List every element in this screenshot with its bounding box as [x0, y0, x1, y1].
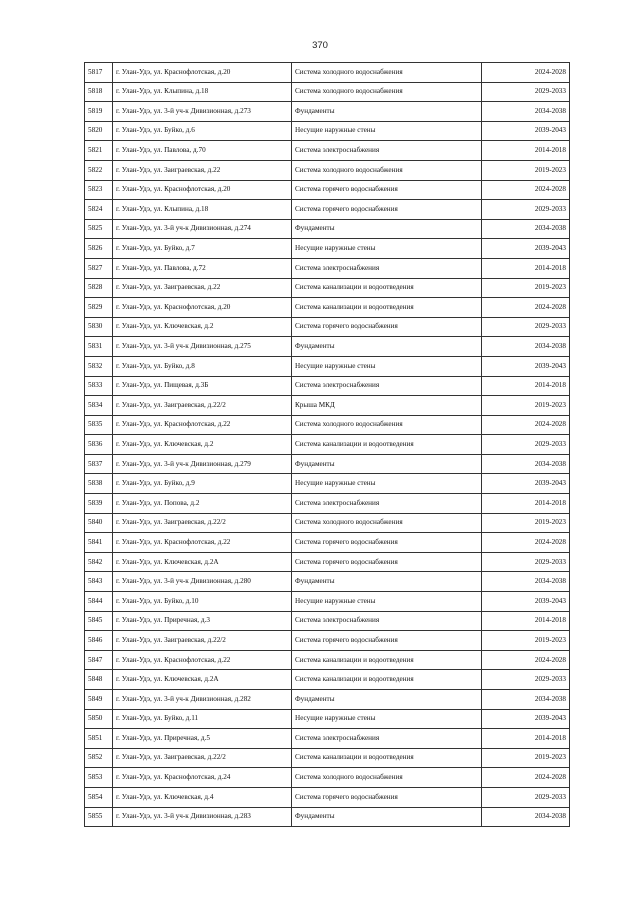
- system-cell: Фундаменты: [292, 337, 482, 357]
- address-cell: г. Улан-Удэ, ул. Приречная, д.3: [113, 611, 292, 631]
- row-number-cell: 5825: [85, 219, 113, 239]
- system-cell: Фундаменты: [292, 572, 482, 592]
- address-cell: г. Улан-Удэ, ул. Буйко, д.11: [113, 709, 292, 729]
- row-number-cell: 5853: [85, 768, 113, 788]
- table-row: [85, 82, 570, 102]
- period-cell: 2039-2043: [482, 121, 570, 141]
- table-row: [85, 787, 570, 807]
- table-row: [85, 160, 570, 180]
- row-number-cell: 5829: [85, 298, 113, 318]
- address-cell: г. Улан-Удэ, ул. Краснофлотская, д.20: [113, 180, 292, 200]
- address-cell: г. Улан-Удэ, ул. Заиграевская, д.22/2: [113, 631, 292, 651]
- row-number-cell: 5843: [85, 572, 113, 592]
- address-cell: г. Улан-Удэ, ул. Попова, д.2: [113, 494, 292, 514]
- table-row: [85, 729, 570, 749]
- table-row: [85, 180, 570, 200]
- period-cell: 2014-2018: [482, 258, 570, 278]
- system-cell: Система холодного водоснабжения: [292, 415, 482, 435]
- row-number-cell: 5837: [85, 454, 113, 474]
- row-number-cell: 5836: [85, 435, 113, 455]
- period-cell: 2034-2038: [482, 102, 570, 122]
- table-row: [85, 317, 570, 337]
- address-cell: г. Улан-Удэ, ул. Краснофлотская, д.22: [113, 533, 292, 553]
- row-number-cell: 5832: [85, 356, 113, 376]
- period-cell: 2024-2028: [482, 63, 570, 83]
- address-cell: г. Улан-Удэ, ул. 3-й уч-к Дивизионная, д.280: [113, 572, 292, 592]
- row-number-cell: 5833: [85, 376, 113, 396]
- address-cell: г. Улан-Удэ, ул. Буйко, д.8: [113, 356, 292, 376]
- period-cell: 2029-2033: [482, 670, 570, 690]
- period-cell: 2039-2043: [482, 239, 570, 259]
- period-cell: 2039-2043: [482, 592, 570, 612]
- row-number-cell: 5840: [85, 513, 113, 533]
- address-cell: г. Улан-Удэ, ул. Краснофлотская, д.22: [113, 415, 292, 435]
- address-cell: г. Улан-Удэ, ул. 3-й уч-к Дивизионная, д.282: [113, 690, 292, 710]
- system-cell: Система электроснабжения: [292, 494, 482, 514]
- address-cell: г. Улан-Удэ, ул. Буйко, д.10: [113, 592, 292, 612]
- row-number-cell: 5826: [85, 239, 113, 259]
- row-number-cell: 5827: [85, 258, 113, 278]
- period-cell: 2034-2038: [482, 690, 570, 710]
- address-cell: г. Улан-Удэ, ул. Клыпина, д.18: [113, 82, 292, 102]
- address-cell: г. Улан-Удэ, ул. Заиграевская, д.22: [113, 160, 292, 180]
- period-cell: 2034-2038: [482, 337, 570, 357]
- row-number-cell: 5824: [85, 200, 113, 220]
- system-cell: Система электроснабжения: [292, 258, 482, 278]
- system-cell: Система горячего водоснабжения: [292, 200, 482, 220]
- row-number-cell: 5830: [85, 317, 113, 337]
- address-cell: г. Улан-Удэ, ул. Ключевская, д.2: [113, 435, 292, 455]
- row-number-cell: 5834: [85, 396, 113, 416]
- period-cell: 2029-2033: [482, 435, 570, 455]
- table-row: [85, 121, 570, 141]
- row-number-cell: 5852: [85, 748, 113, 768]
- period-cell: 2014-2018: [482, 376, 570, 396]
- row-number-cell: 5823: [85, 180, 113, 200]
- address-cell: г. Улан-Удэ, ул. Павлова, д.70: [113, 141, 292, 161]
- address-cell: г. Улан-Удэ, ул. Краснофлотская, д.22: [113, 650, 292, 670]
- repair-schedule-table: [84, 62, 570, 827]
- row-number-cell: 5855: [85, 807, 113, 827]
- system-cell: Фундаменты: [292, 219, 482, 239]
- system-cell: Система холодного водоснабжения: [292, 768, 482, 788]
- address-cell: г. Улан-Удэ, ул. Заиграевская, д.22/2: [113, 513, 292, 533]
- period-cell: 2034-2038: [482, 572, 570, 592]
- system-cell: Фундаменты: [292, 690, 482, 710]
- system-cell: Система электроснабжения: [292, 729, 482, 749]
- row-number-cell: 5848: [85, 670, 113, 690]
- system-cell: Система горячего водоснабжения: [292, 317, 482, 337]
- system-cell: Система холодного водоснабжения: [292, 82, 482, 102]
- table-row: [85, 572, 570, 592]
- period-cell: 2019-2023: [482, 278, 570, 298]
- period-cell: 2014-2018: [482, 494, 570, 514]
- address-cell: г. Улан-Удэ, ул. Краснофлотская, д.20: [113, 63, 292, 83]
- system-cell: Несущие наружные стены: [292, 121, 482, 141]
- period-cell: 2039-2043: [482, 474, 570, 494]
- address-cell: г. Улан-Удэ, ул. Клыпина, д.18: [113, 200, 292, 220]
- system-cell: Система канализации и водоотведения: [292, 435, 482, 455]
- table-row: [85, 768, 570, 788]
- period-cell: 2019-2023: [482, 631, 570, 651]
- address-cell: г. Улан-Удэ, ул. 3-й уч-к Дивизионная, д.283: [113, 807, 292, 827]
- system-cell: Система горячего водоснабжения: [292, 533, 482, 553]
- system-cell: Система канализации и водоотведения: [292, 670, 482, 690]
- address-cell: г. Улан-Удэ, ул. 3-й уч-к Дивизионная, д.275: [113, 337, 292, 357]
- address-cell: г. Улан-Удэ, ул. 3-й уч-к Дивизионная, д.274: [113, 219, 292, 239]
- table-row: [85, 356, 570, 376]
- table-row: [85, 102, 570, 122]
- row-number-cell: 5849: [85, 690, 113, 710]
- address-cell: г. Улан-Удэ, ул. 3-й уч-к Дивизионная, д.273: [113, 102, 292, 122]
- address-cell: г. Улан-Удэ, ул. Краснофлотская, д.24: [113, 768, 292, 788]
- address-cell: г. Улан-Удэ, ул. Заиграевская, д.22/2: [113, 396, 292, 416]
- table-row: [85, 533, 570, 553]
- system-cell: Система холодного водоснабжения: [292, 63, 482, 83]
- period-cell: 2019-2023: [482, 160, 570, 180]
- row-number-cell: 5851: [85, 729, 113, 749]
- period-cell: 2029-2033: [482, 317, 570, 337]
- address-cell: г. Улан-Удэ, ул. Приречная, д.5: [113, 729, 292, 749]
- system-cell: Система горячего водоснабжения: [292, 552, 482, 572]
- table-row: [85, 709, 570, 729]
- period-cell: 2039-2043: [482, 356, 570, 376]
- system-cell: Фундаменты: [292, 454, 482, 474]
- period-cell: 2024-2028: [482, 298, 570, 318]
- row-number-cell: 5818: [85, 82, 113, 102]
- table-row: [85, 258, 570, 278]
- system-cell: Система холодного водоснабжения: [292, 160, 482, 180]
- system-cell: Система канализации и водоотведения: [292, 650, 482, 670]
- address-cell: г. Улан-Удэ, ул. 3-й уч-к Дивизионная, д.279: [113, 454, 292, 474]
- row-number-cell: 5828: [85, 278, 113, 298]
- table-row: [85, 513, 570, 533]
- table-row: [85, 396, 570, 416]
- row-number-cell: 5844: [85, 592, 113, 612]
- row-number-cell: 5854: [85, 787, 113, 807]
- page-number: 370: [312, 40, 328, 51]
- period-cell: 2024-2028: [482, 415, 570, 435]
- period-cell: 2024-2028: [482, 180, 570, 200]
- system-cell: Крыша МКД: [292, 396, 482, 416]
- period-cell: 2014-2018: [482, 141, 570, 161]
- period-cell: 2039-2043: [482, 709, 570, 729]
- table-row: [85, 670, 570, 690]
- table-row: [85, 611, 570, 631]
- address-cell: г. Улан-Удэ, ул. Заиграевская, д.22: [113, 278, 292, 298]
- table-row: [85, 278, 570, 298]
- period-cell: 2029-2033: [482, 200, 570, 220]
- period-cell: 2029-2033: [482, 552, 570, 572]
- period-cell: 2024-2028: [482, 533, 570, 553]
- period-cell: 2029-2033: [482, 82, 570, 102]
- address-cell: г. Улан-Удэ, ул. Павлова, д.72: [113, 258, 292, 278]
- row-number-cell: 5847: [85, 650, 113, 670]
- table-row: [85, 415, 570, 435]
- table-row: [85, 494, 570, 514]
- table-row: [85, 63, 570, 83]
- system-cell: Система электроснабжения: [292, 141, 482, 161]
- row-number-cell: 5835: [85, 415, 113, 435]
- system-cell: Система электроснабжения: [292, 376, 482, 396]
- period-cell: 2019-2023: [482, 396, 570, 416]
- system-cell: Система электроснабжения: [292, 611, 482, 631]
- period-cell: 2034-2038: [482, 219, 570, 239]
- system-cell: Несущие наружные стены: [292, 356, 482, 376]
- address-cell: г. Улан-Удэ, ул. Ключевская, д.2: [113, 317, 292, 337]
- row-number-cell: 5839: [85, 494, 113, 514]
- period-cell: 2029-2033: [482, 787, 570, 807]
- table-row: [85, 337, 570, 357]
- address-cell: г. Улан-Удэ, ул. Пищевая, д.3Б: [113, 376, 292, 396]
- system-cell: Система горячего водоснабжения: [292, 787, 482, 807]
- table-row: [85, 200, 570, 220]
- table-row: [85, 141, 570, 161]
- row-number-cell: 5842: [85, 552, 113, 572]
- table-row: [85, 807, 570, 827]
- system-cell: Несущие наружные стены: [292, 592, 482, 612]
- table-row: [85, 650, 570, 670]
- row-number-cell: 5831: [85, 337, 113, 357]
- system-cell: Система канализации и водоотведения: [292, 298, 482, 318]
- system-cell: Несущие наружные стены: [292, 709, 482, 729]
- address-cell: г. Улан-Удэ, ул. Заиграевская, д.22/2: [113, 748, 292, 768]
- table-row: [85, 298, 570, 318]
- period-cell: 2019-2023: [482, 513, 570, 533]
- row-number-cell: 5819: [85, 102, 113, 122]
- address-cell: г. Улан-Удэ, ул. Ключевская, д.2А: [113, 552, 292, 572]
- row-number-cell: 5838: [85, 474, 113, 494]
- table-row: [85, 690, 570, 710]
- system-cell: Несущие наружные стены: [292, 239, 482, 259]
- address-cell: г. Улан-Удэ, ул. Буйко, д.9: [113, 474, 292, 494]
- system-cell: Фундаменты: [292, 807, 482, 827]
- table-row: [85, 454, 570, 474]
- system-cell: Система канализации и водоотведения: [292, 278, 482, 298]
- row-number-cell: 5821: [85, 141, 113, 161]
- period-cell: 2014-2018: [482, 729, 570, 749]
- period-cell: 2019-2023: [482, 748, 570, 768]
- table-row: [85, 239, 570, 259]
- table-body: [85, 63, 570, 827]
- table-row: [85, 435, 570, 455]
- period-cell: 2024-2028: [482, 650, 570, 670]
- table-row: [85, 631, 570, 651]
- system-cell: Система горячего водоснабжения: [292, 180, 482, 200]
- row-number-cell: 5820: [85, 121, 113, 141]
- period-cell: 2034-2038: [482, 807, 570, 827]
- period-cell: 2024-2028: [482, 768, 570, 788]
- period-cell: 2034-2038: [482, 454, 570, 474]
- system-cell: Система горячего водоснабжения: [292, 631, 482, 651]
- address-cell: г. Улан-Удэ, ул. Буйко, д.7: [113, 239, 292, 259]
- table-row: [85, 474, 570, 494]
- table-row: [85, 376, 570, 396]
- system-cell: Система канализации и водоотведения: [292, 748, 482, 768]
- system-cell: Несущие наружные стены: [292, 474, 482, 494]
- period-cell: 2014-2018: [482, 611, 570, 631]
- table-row: [85, 592, 570, 612]
- table-row: [85, 219, 570, 239]
- address-cell: г. Улан-Удэ, ул. Буйко, д.6: [113, 121, 292, 141]
- system-cell: Система холодного водоснабжения: [292, 513, 482, 533]
- system-cell: Фундаменты: [292, 102, 482, 122]
- address-cell: г. Улан-Удэ, ул. Ключевская, д.4: [113, 787, 292, 807]
- table-row: [85, 748, 570, 768]
- row-number-cell: 5817: [85, 63, 113, 83]
- address-cell: г. Улан-Удэ, ул. Ключевская, д.2А: [113, 670, 292, 690]
- table-row: [85, 552, 570, 572]
- row-number-cell: 5846: [85, 631, 113, 651]
- row-number-cell: 5841: [85, 533, 113, 553]
- address-cell: г. Улан-Удэ, ул. Краснофлотская, д.20: [113, 298, 292, 318]
- row-number-cell: 5822: [85, 160, 113, 180]
- row-number-cell: 5845: [85, 611, 113, 631]
- row-number-cell: 5850: [85, 709, 113, 729]
